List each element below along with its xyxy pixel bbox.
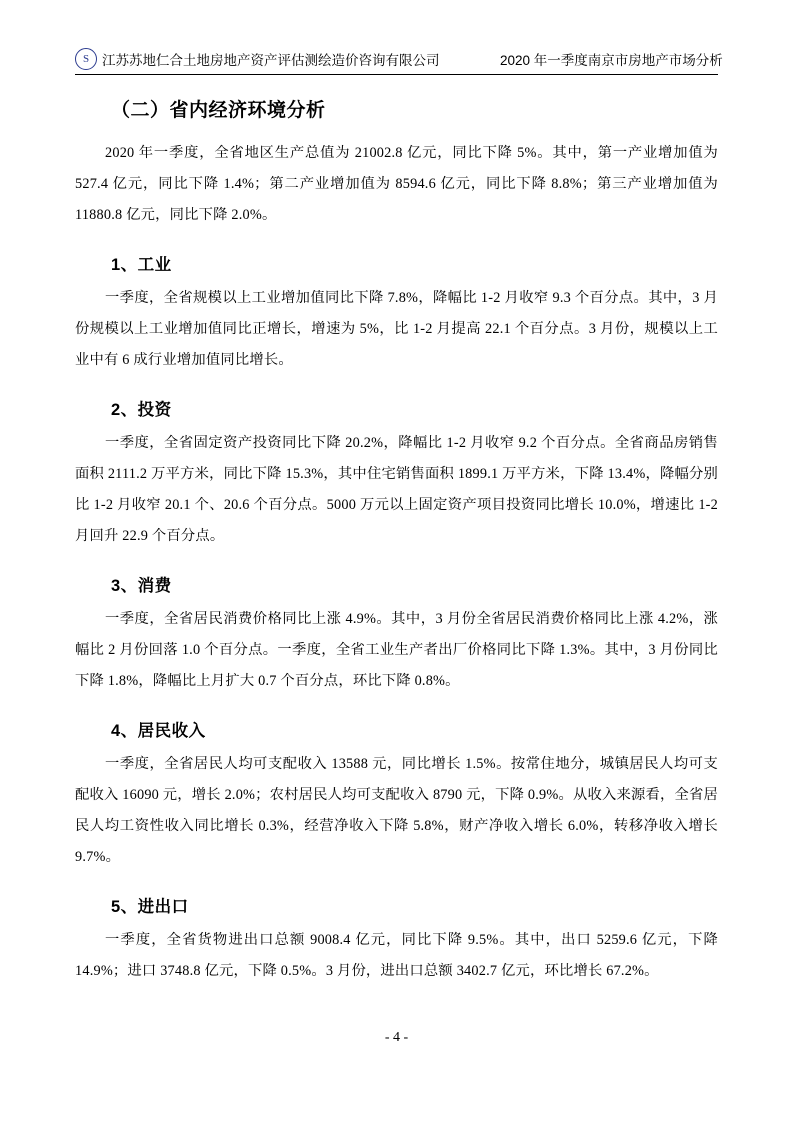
subsection-title-investment: 2、投资: [111, 401, 172, 419]
subsection-paragraph-investment: 一季度，全省固定资产投资同比下降 20.2%，降幅比 1-2 月收窄 9.2 个百分点。全省商品房销售面积 2111.2 万平方米，同比下降 15.3%，其中住宅销售面积 1899.1 万平方米，下降 13.4%，降幅分别比 1-2 月收窄 20.1 个、20.6 个百分点。5000 万元以上固定资产项目投资同比增长 10.0%，增速比 1-2 月回升 22.9 个百分点。: [75, 435, 718, 544]
subsection-title-income: 4、居民收入: [111, 722, 206, 740]
subsection-paragraph-industry: 一季度，全省规模以上工业增加值同比下降 7.8%，降幅比 1-2 月收窄 9.3 个百分点。其中，3 月份规模以上工业增加值同比正增长，增速为 5%，比 1-2 月提高 22.1 个百分点。3 月份，规模以上工业中有 6 成行业增加值同比增长。: [75, 290, 718, 368]
header-company-name: 江苏苏地仁合土地房地产资产评估测绘造价咨询有限公司: [102, 53, 440, 68]
subsection-title-trade: 5、进出口: [111, 898, 189, 916]
subsection-paragraph-trade: 一季度，全省货物进出口总额 9008.4 亿元，同比下降 9.5%。其中，出口 5259.6 亿元，下降 14.9%；进口 3748.8 亿元，下降 0.5%。3 月份，进出口总额 3402.7 亿元，环比增长 67.2%。: [75, 932, 718, 979]
subsection-title-industry: 1、工业: [111, 256, 172, 274]
subsection-paragraph-income: 一季度，全省居民人均可支配收入 13588 元，同比增长 1.5%。按常住地分，城镇居民人均可支配收入 16090 元，增长 2.0%；农村居民人均可支配收入 8790 元，下降 0.9%。从收入来源看，全省居民人均工资性收入同比增长 0.3%，经营净收入下降 5.8%，财产净收入增长 6.0%，转移净收入增长 9.7%。: [75, 756, 718, 865]
document-content: [75, 95, 718, 989]
page-title: （二）省内经济环境分析: [111, 100, 326, 121]
page-header: [75, 44, 723, 74]
header-logo-group: [75, 48, 440, 70]
page-number: - 4 -: [384, 1030, 409, 1045]
intro-paragraph: 2020 年一季度，全省地区生产总值为 21002.8 亿元，同比下降 5%。其中，第一产业增加值为 527.4 亿元，同比下降 1.4%；第二产业增加值为 8594.6 亿元，同比下降 8.8%；第三产业增加值为 11880.8 亿元，同比下降 2.0%。: [75, 145, 718, 223]
header-document-title: 2020 年一季度南京市房地产市场分析: [500, 53, 723, 68]
subsection-title-consumption: 3、消费: [111, 577, 172, 595]
subsection-paragraph-consumption: 一季度，全省居民消费价格同比上涨 4.9%。其中，3 月份全省居民消费价格同比上涨 4.2%，涨幅比 2 月份回落 1.0 个百分点。一季度，全省工业生产者出厂价格同比下降 1.3%。其中，3 月份同比下降 1.8%，降幅比上月扩大 0.7 个百分点，环比下降 0.8%。: [75, 611, 718, 689]
company-logo-icon: S: [75, 48, 97, 70]
header-divider: [75, 74, 718, 75]
